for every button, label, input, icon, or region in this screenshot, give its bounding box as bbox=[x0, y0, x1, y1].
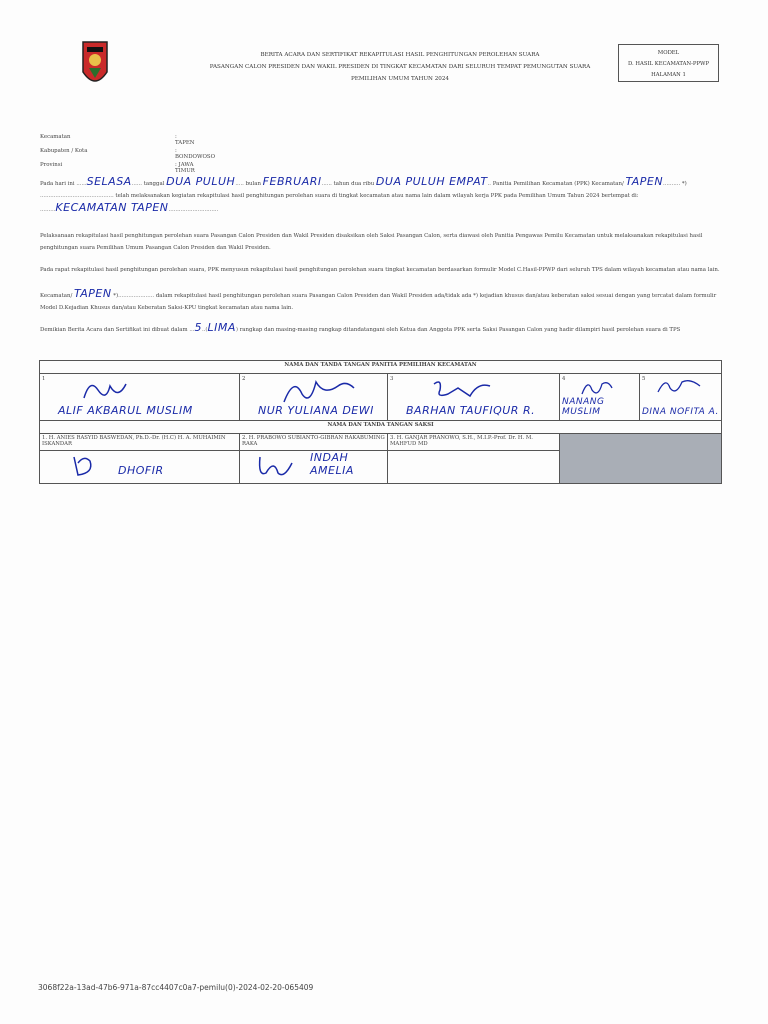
witness-name: INDAH AMELIA bbox=[310, 451, 354, 477]
witness-name: DHOFIR bbox=[118, 464, 164, 477]
text: rangkap dan masing-masing rangkap ditandatangani oleh Ketua dan Anggota PPK serta Saksi Pasangan Calon yang hadir dilampiri hasil perolehan suara di TPS bbox=[239, 327, 681, 333]
meta-value: : TAPEN bbox=[175, 134, 195, 146]
member-name: ALIF AKBARUL MUSLIM bbox=[58, 404, 193, 417]
handwritten-place: KECAMATAN TAPEN bbox=[55, 201, 169, 214]
kpu-logo bbox=[78, 38, 112, 94]
ppk-signature-2 bbox=[240, 374, 388, 421]
text: tanggal bbox=[143, 181, 165, 187]
witness-signature-1 bbox=[40, 451, 240, 484]
text: telah melaksanakan kegiatan rekapitulasi hasil penghitungan perolehan suara di tingkat kecamatan atau nama lain dalam wilayah kerja PPK pada Pemilihan Umum Tahun 2024 bertempat di: bbox=[115, 193, 639, 199]
candidate-2: 2. H. PRABOWO SUBIANTO-GIBRAN RAKABUMING RAKA bbox=[240, 434, 388, 451]
text: Demikian Berita Acara dan Sertifikat ini dibuat dalam bbox=[40, 327, 188, 333]
handwritten-year: DUA PULUH EMPAT bbox=[375, 175, 488, 188]
candidate-3: 3. H. GANJAR PRANOWO, S.H., M.I.P.-Prof. Dr. H. M. MAHFUD MD bbox=[388, 434, 560, 451]
signature-scribble bbox=[428, 376, 498, 404]
ppk-signature-4 bbox=[560, 374, 640, 421]
handwritten-kecamatan-2: TAPEN bbox=[74, 287, 112, 300]
meta-value: : JAWA TIMUR bbox=[175, 162, 195, 174]
signature-scribble bbox=[254, 453, 298, 481]
member-number: 5 bbox=[642, 376, 646, 382]
document-id-footer: 3068f22a-13ad-47b6-971a-87cc4407c0a7-pemilu(0)-2024-02-20-065409 bbox=[38, 983, 314, 992]
member-number: 3 bbox=[390, 376, 394, 382]
document-header bbox=[200, 49, 600, 85]
meta-label: Kecamatan bbox=[40, 134, 71, 140]
text: Panitia Pemilihan Kecamatan (PPK) Kecamatan/ bbox=[492, 181, 624, 187]
member-number: 1 bbox=[42, 376, 46, 382]
text: bulan bbox=[245, 181, 261, 187]
ppk-signature-5 bbox=[640, 374, 722, 421]
member-number: 4 bbox=[562, 376, 566, 382]
witness-signature-3 bbox=[388, 451, 560, 484]
member-name: NUR YULIANA DEWI bbox=[258, 404, 374, 417]
candidate-1: 1. H. ANIES RASYID BASWEDAN, Ph.D.-Dr. (H.C) H. A. MUHAIMIN ISKANDAR bbox=[40, 434, 240, 451]
handwritten-day: SELASA bbox=[86, 175, 132, 188]
saksi-title: NAMA DAN TANDA TANGAN SAKSI bbox=[40, 421, 722, 434]
text: *) bbox=[681, 181, 687, 187]
meta-label: Kabupaten / Kota bbox=[40, 148, 88, 154]
opening-paragraph: Pada hari ini ......SELASA...... tanggal DUA PULUH..... bulan FEBRUARI...... tahun dua ribu DUA PULUH EMPAT.. Panitia Pemilihan Kecamatan (PPK) Kecamatan/ TAPEN.......... *) ........................................... telah melaksanakan kegiatan rekapitulasi hasil penghitungan perolehan suara di tingkat kecamatan atau nama lain dalam wilayah kerja PPK pada Pemilihan Umum Tahun 2024 bertempat di: .........KECAMATAN TAPEN............................. bbox=[40, 175, 687, 214]
handwritten-count: 5 bbox=[194, 321, 202, 334]
paragraph-3: Kecamatan/ TAPEN *)..................... dalam rekapitulasi hasil penghitungan perolehan suara Pasangan Calon Presiden dan Wakil Presiden ada/tidak ada *) kejadian khusus dan/atau keberatan saksi sesuai dengan yang tercatat dalam formulir Model D.Kejadian Khusus dan/atau Keberatan Saksi-KPU tingkat kecamatan atau nama lain. bbox=[40, 287, 717, 311]
handwritten-month: FEBRUARI bbox=[262, 175, 322, 188]
model-line-2: D. HASIL KECAMATAN-PPWP bbox=[627, 61, 710, 67]
text: dalam rekapitulasi hasil penghitungan perolehan suara Pasangan Calon Presiden dan Wakil Presiden ada/tidak ada *) kejadian khusus dan/atau keberatan saksi sesuai dengan yang tercatat dalam formulir bbox=[155, 293, 717, 299]
paragraph-4: Demikian Berita Acara dan Sertifikat ini dibuat dalam ...5..(LIMA) rangkap dan masing-masing rangkap ditandatangani oleh Ketua dan Anggota PPK serta Saksi Pasangan Calon yang hadir dilampiri hasil perolehan suara di TPS bbox=[40, 321, 681, 334]
handwritten-date: DUA PULUH bbox=[166, 175, 236, 188]
text: Model D.Kejadian Khusus dan/atau Keberatan Saksi-KPU tingkat kecamatan atau nama lain. bbox=[40, 305, 294, 311]
header-line-2: PASANGAN CALON PRESIDEN DAN WAKIL PRESIDEN DI TINGKAT KECAMATAN DARI SELURUH TEMPAT PEMUNGUTAN SUARA bbox=[209, 64, 591, 70]
text: *) bbox=[113, 293, 119, 299]
signature-scribble bbox=[656, 376, 706, 400]
model-box bbox=[618, 44, 719, 82]
signature-scribble bbox=[70, 453, 110, 479]
header-line-1: BERITA ACARA DAN SERTIFIKAT REKAPITULASI HASIL PENGHITUNGAN PEROLEHAN SUARA bbox=[260, 52, 540, 58]
header-line-3: PEMILIHAN UMUM TAHUN 2024 bbox=[351, 76, 449, 82]
member-number: 2 bbox=[242, 376, 246, 382]
witness-signature-2 bbox=[240, 451, 388, 484]
ppk-signature-1 bbox=[40, 374, 240, 421]
handwritten-count-word: LIMA bbox=[207, 321, 236, 334]
shaded-cell bbox=[560, 434, 722, 484]
ppk-signature-3 bbox=[388, 374, 560, 421]
paragraph-1: Pelaksanaan rekapitulasi hasil penghitungan perolehan suara Pasangan Calon Presiden dan Wakil Presiden disaksikan oleh Saksi Pasangan Calon, serta diawasi oleh Panitia Pengawas Pemilu Kecamatan untuk melaksanakan rekapitulasi hasil penghitungan suara Pemilihan Umum Pasangan Calon Presiden dan Wakil Presiden. bbox=[40, 233, 703, 251]
text: Kecamatan/ bbox=[40, 293, 73, 299]
meta-label: Provinsi bbox=[40, 162, 63, 168]
model-line-3: HALAMAN 1 bbox=[651, 72, 686, 78]
paragraph-2: Pada rapat rekapitulasi hasil penghitungan perolehan suara, PPK menyusun rekapitulasi hasil penghitungan perolehan suara tingkat kecamatan berdasarkan formulir Model C.Hasil-PPWP dari seluruh TPS dalam wilayah kecamatan atau nama lain. bbox=[40, 267, 720, 273]
signature-table bbox=[39, 360, 722, 484]
text: tahun dua ribu bbox=[333, 181, 375, 187]
signature-scribble bbox=[280, 376, 360, 406]
text: Pada hari ini bbox=[40, 181, 75, 187]
member-name: BARHAN TAUFIQUR R. bbox=[406, 404, 536, 417]
signature-scribble bbox=[80, 376, 140, 404]
member-name: DINA NOFITA A. bbox=[642, 407, 719, 417]
meta-value: : BONDOWOSO bbox=[175, 148, 216, 160]
ppk-title: NAMA DAN TANDA TANGAN PANITIA PEMILIHAN KECAMATAN bbox=[40, 361, 722, 374]
model-line-1: MODEL bbox=[657, 50, 680, 56]
member-name: NANANG MUSLIM bbox=[562, 397, 605, 417]
handwritten-kecamatan: TAPEN bbox=[625, 175, 664, 188]
